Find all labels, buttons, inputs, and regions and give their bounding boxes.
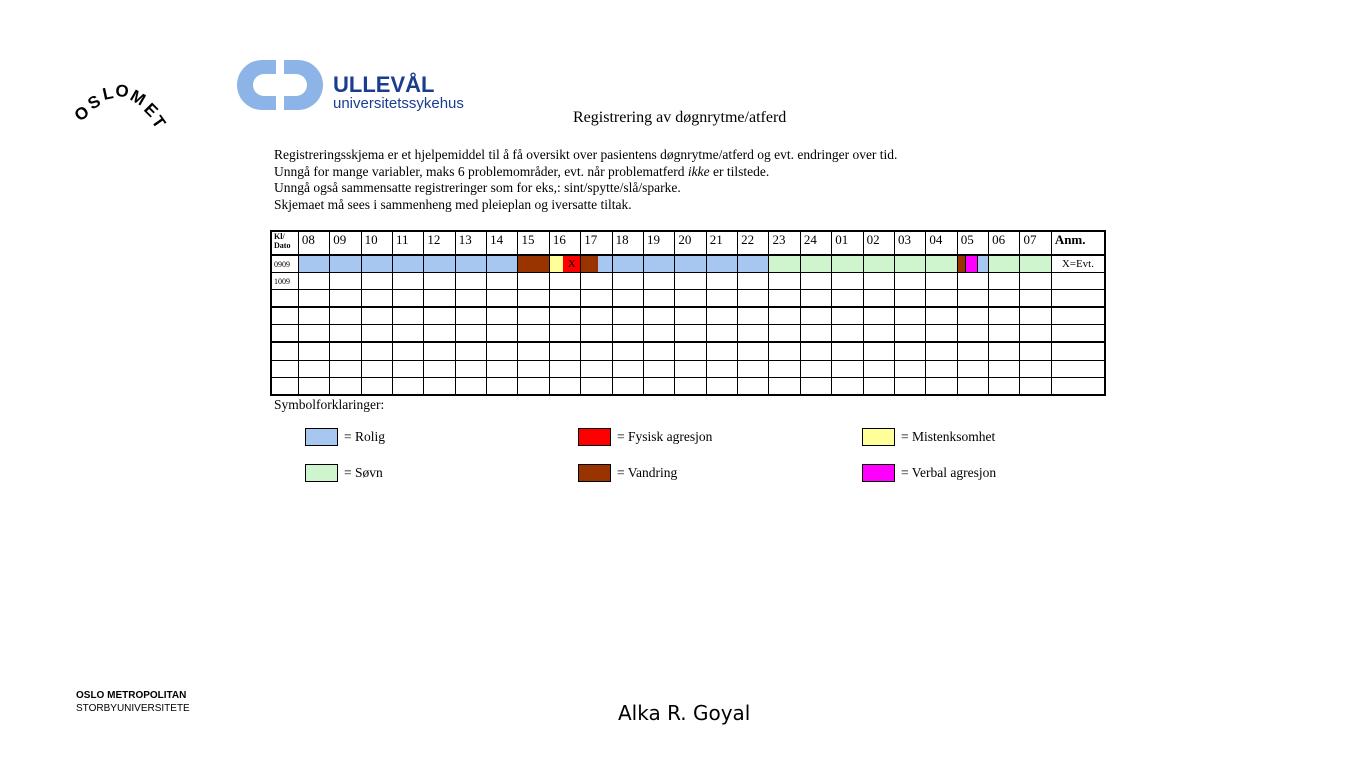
hospital-name: ULLEVÅL [333,72,435,97]
hour-header: 12 [424,231,455,255]
cell-rolig [392,255,423,273]
ullevaal-emblem-icon [236,58,326,112]
cell-sovn [1020,255,1051,273]
hour-header: 19 [643,231,674,255]
cell-sovn [989,255,1020,273]
cell-rolig [424,255,455,273]
table-row [271,255,1105,273]
legend-item-rolig: = Rolig [305,428,385,446]
cell-rolig [675,255,706,273]
svg-text:T: T [147,112,170,132]
legend-title: Symbolforklaringer: [274,397,385,412]
cell-rolig [738,255,769,273]
cell-rolig [455,255,486,273]
table-row [271,307,1105,325]
cell-sovn [832,255,863,273]
hour-header: 17 [581,231,612,255]
marker-x: X [563,256,580,272]
footer-logo: OSLO METROPOLITAN STORBYUNIVERSITETE [76,690,190,714]
cell-sovn [926,255,957,273]
cell-rolig [298,255,329,273]
hour-header: 20 [675,231,706,255]
cell-rolig [361,255,392,273]
legend-item-sovn: = Søvn [305,464,383,482]
ullevaal-logo [236,58,476,114]
hour-header: 05 [957,231,988,255]
hour-header: 15 [518,231,549,255]
hour-header: 11 [392,231,423,255]
hour-header: 24 [800,231,831,255]
cell-rolig [330,255,361,273]
cell-mixed [549,255,580,273]
cell-sovn [894,255,925,273]
legend-item-vandring: = Vandring [578,464,677,482]
svg-text:L: L [100,83,115,104]
hour-header: 21 [706,231,737,255]
cell-rolig [487,255,518,273]
cell-rolig [612,255,643,273]
table-row [271,360,1105,377]
hour-header: 18 [612,231,643,255]
hour-header: 22 [738,231,769,255]
table-row [271,342,1105,360]
intro-text [274,147,897,213]
hour-header: 04 [926,231,957,255]
legend-item-mistenksomhet: = Mistenksomhet [862,428,995,446]
date-cell: 0909 [271,255,298,273]
cell-mixed [581,255,612,273]
cell-sovn [863,255,894,273]
cell-sovn [800,255,831,273]
document-title: Registrering av døgnrytme/atferd [573,109,787,126]
svg-text:M: M [127,86,149,110]
hour-header: 16 [549,231,580,255]
hour-header: 13 [455,231,486,255]
oslomet-logo [70,70,170,140]
corner-cell: Kl/ Dato [271,231,298,255]
svg-text:O: O [70,102,93,126]
hospital-subtitle: universitetssykehus [333,95,464,112]
swatch-vandring [578,464,611,482]
table-row [271,273,1105,290]
svg-text:O: O [114,81,130,102]
legend-item-fysisk-agresjon: = Fysisk agresjon [578,428,712,446]
swatch-sovn [305,464,338,482]
cell-rolig [643,255,674,273]
date-cell: 1009 [271,273,298,290]
table-row [271,377,1105,395]
intro-line: Registreringsskjema er et hjelpemiddel til å få oversikt over pasientens døgnrytme/atferd og evt. endringer over tid. [274,147,898,162]
table-header-row [271,231,1105,255]
swatch-rolig [305,428,338,446]
hour-header: 14 [487,231,518,255]
svg-text:S: S [84,91,104,114]
cell-rolig [706,255,737,273]
table-row [271,290,1105,308]
swatch-fysisk-agresjon [578,428,611,446]
intro-line: Skjemaet må sees i sammenheng med pleieplan og iversatte tiltak. [274,196,632,212]
swatch-mistenksomhet [862,428,895,446]
cell-sovn [769,255,800,273]
cell-vandring [518,255,549,273]
hour-header: 06 [989,231,1020,255]
anm-cell: X=Evt. [1051,255,1105,273]
hour-header: 01 [832,231,863,255]
hour-header: 07 [1020,231,1051,255]
hour-header: 03 [894,231,925,255]
legend-item-verbal-agresjon: = Verbal agresjon [862,464,996,482]
swatch-verbal-agresjon [862,464,895,482]
hour-header: 02 [863,231,894,255]
intro-line: Unngå for mange variabler, maks 6 problemområder, evt. når problematferd ikke er tilstede. [274,163,770,179]
author-name: Alka R. Goyal [618,701,751,725]
table-row [271,325,1105,343]
hour-header: 09 [330,231,361,255]
cell-mixed [957,255,988,273]
intro-line: Unngå også sammensatte registreringer som for eks,: sint/spytte/slå/sparke. [274,180,681,195]
svg-text:E: E [140,99,162,121]
hour-header: 08 [298,231,329,255]
registration-table [270,230,1106,396]
anm-header: Anm. [1051,231,1105,255]
hour-header: 23 [769,231,800,255]
hour-header: 10 [361,231,392,255]
